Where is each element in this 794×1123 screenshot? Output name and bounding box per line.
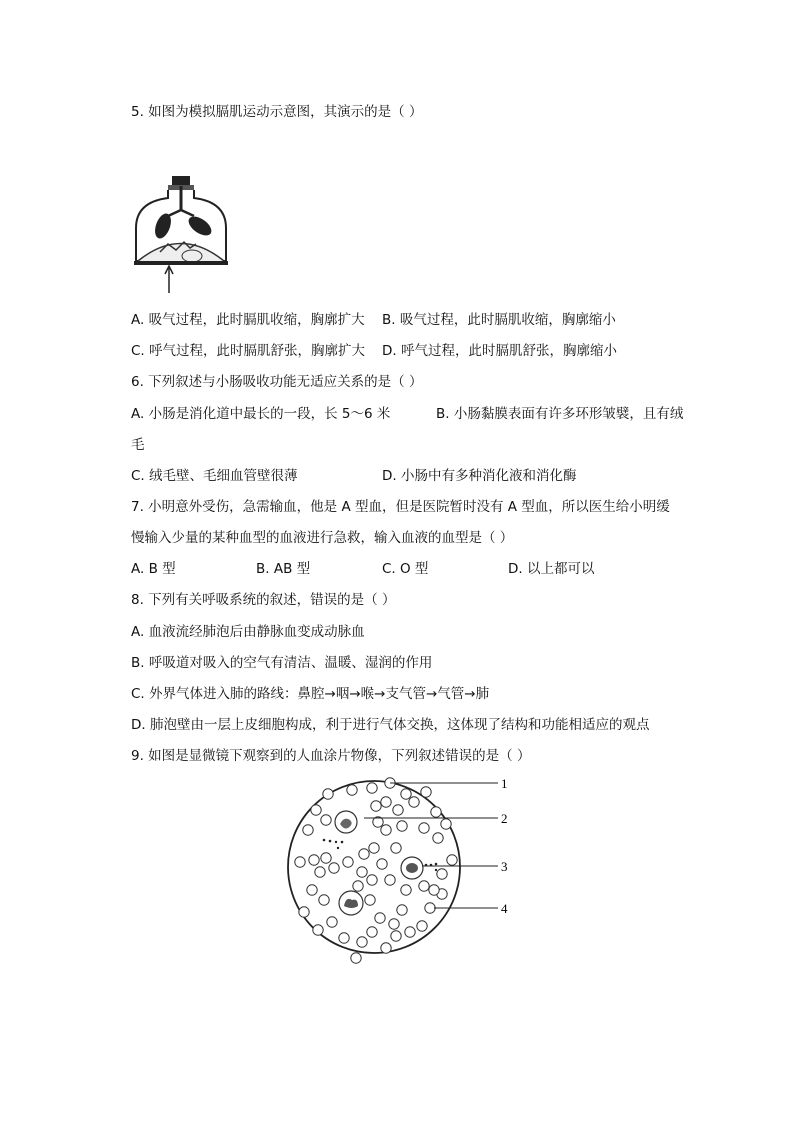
red-blood-cell — [309, 855, 319, 865]
red-blood-cell — [421, 787, 431, 797]
q7-option-c[interactable]: C. O 型 — [382, 561, 429, 577]
red-blood-cell — [299, 907, 309, 917]
q5-option-c[interactable]: C. 呼气过程，此时膈肌舒张，胸廓扩大 — [131, 343, 366, 359]
red-blood-cell — [321, 853, 331, 863]
red-blood-cell — [323, 789, 333, 799]
red-blood-cell — [327, 917, 337, 927]
label-1: 1 — [501, 776, 508, 791]
red-blood-cell — [295, 857, 305, 867]
q7-option-d[interactable]: D. 以上都可以 — [508, 561, 595, 577]
q7-stem-line2: 慢输入少量的某种血型的血液进行急救，输入血液的血型是（ ） — [131, 530, 514, 546]
red-blood-cell — [369, 843, 379, 853]
diaphragm-model-figure — [130, 168, 240, 298]
red-blood-cell — [359, 849, 369, 859]
red-blood-cell — [375, 913, 385, 923]
red-blood-cell — [433, 833, 443, 843]
red-blood-cell — [397, 905, 407, 915]
red-blood-cell — [391, 931, 401, 941]
red-blood-cell — [391, 843, 401, 853]
red-blood-cell — [425, 903, 435, 913]
red-blood-cell — [365, 895, 375, 905]
red-blood-cell — [405, 927, 415, 937]
red-blood-cell — [351, 953, 361, 963]
red-blood-cell — [409, 797, 419, 807]
red-blood-cell — [431, 807, 441, 817]
red-blood-cell — [441, 819, 451, 829]
label-4: 4 — [501, 901, 508, 916]
q5-option-a[interactable]: A. 吸气过程，此时膈肌收缩，胸廓扩大 — [131, 312, 365, 328]
red-blood-cell — [343, 857, 353, 867]
red-blood-cell — [367, 783, 377, 793]
red-blood-cell — [397, 821, 407, 831]
q9-stem: 9. 如图是显微镜下观察到的人血涂片物像，下列叙述错误的是（ ） — [131, 748, 531, 764]
red-blood-cell — [303, 825, 313, 835]
red-blood-cell — [381, 797, 391, 807]
q8-option-d[interactable]: D. 肺泡壁由一层上皮细胞构成，利于进行气体交换，这体现了结构和功能相适应的观点 — [131, 717, 650, 733]
white-blood-cell-1 — [335, 811, 357, 833]
label-3: 3 — [501, 859, 508, 874]
red-blood-cell — [357, 937, 367, 947]
white-blood-cell-3 — [339, 891, 363, 915]
red-blood-cell — [401, 789, 411, 799]
q8-stem: 8. 下列有关呼吸系统的叙述，错误的是（ ） — [131, 592, 396, 608]
label-2: 2 — [501, 811, 508, 826]
red-blood-cell — [393, 805, 403, 815]
q6-option-c[interactable]: C. 绒毛壁、毛细血管壁很薄 — [131, 468, 298, 484]
red-blood-cell — [447, 855, 457, 865]
red-blood-cell — [385, 875, 395, 885]
red-blood-cell — [371, 801, 381, 811]
red-blood-cell — [381, 943, 391, 953]
red-blood-cell — [339, 933, 349, 943]
red-blood-cell — [353, 881, 363, 891]
q7-option-a[interactable]: A. B 型 — [131, 561, 176, 577]
q8-option-b[interactable]: B. 呼吸道对吸入的空气有清洁、温暖、湿润的作用 — [131, 655, 433, 671]
red-blood-cell — [417, 921, 427, 931]
red-blood-cell — [357, 867, 367, 877]
red-blood-cell — [377, 859, 387, 869]
red-blood-cell — [401, 885, 411, 895]
red-blood-cell — [419, 823, 429, 833]
red-blood-cell — [437, 869, 447, 879]
q8-option-c[interactable]: C. 外界气体进入肺的路线：鼻腔→咽→喉→支气管→气管→肺 — [131, 686, 490, 702]
red-blood-cell — [389, 919, 399, 929]
q6-stem: 6. 下列叙述与小肠吸收功能无适应关系的是（ ） — [131, 374, 423, 390]
red-blood-cell — [319, 895, 329, 905]
red-blood-cell — [315, 867, 325, 877]
q7-stem-line1: 7. 小明意外受伤，急需输血，他是 A 型血，但是医院暂时没有 A 型血，所以医生给小明缓 — [131, 499, 670, 515]
blood-smear-figure — [286, 772, 526, 962]
red-blood-cell — [313, 925, 323, 935]
white-blood-cell-2 — [401, 857, 423, 879]
q7-option-b[interactable]: B. AB 型 — [256, 561, 311, 577]
q6-option-d[interactable]: D. 小肠中有多种消化液和消化酶 — [382, 468, 577, 484]
red-blood-cell — [381, 825, 391, 835]
red-blood-cells — [295, 778, 457, 963]
red-blood-cell — [311, 805, 321, 815]
q6-option-b-continued: 毛 — [131, 437, 145, 453]
q5-option-b[interactable]: B. 吸气过程，此时膈肌收缩，胸廓缩小 — [382, 312, 616, 328]
red-blood-cell — [367, 875, 377, 885]
red-blood-cell — [347, 785, 357, 795]
red-blood-cell — [367, 927, 377, 937]
red-blood-cell — [307, 885, 317, 895]
q6-option-b[interactable]: B. 小肠黏膜表面有许多环形皱襞，且有绒 — [436, 406, 684, 422]
q8-option-a[interactable]: A. 血液流经肺泡后由静脉血变成动脉血 — [131, 624, 365, 640]
red-blood-cell — [419, 881, 429, 891]
q5-stem: 5. 如图为模拟膈肌运动示意图，其演示的是（ ） — [131, 104, 423, 120]
q5-option-d[interactable]: D. 呼气过程，此时膈肌舒张，胸廓缩小 — [382, 343, 617, 359]
q6-option-a[interactable]: A. 小肠是消化道中最长的一段，长 5～6 米 — [131, 406, 391, 422]
red-blood-cell — [329, 863, 339, 873]
red-blood-cell — [321, 815, 331, 825]
red-blood-cell — [429, 885, 439, 895]
